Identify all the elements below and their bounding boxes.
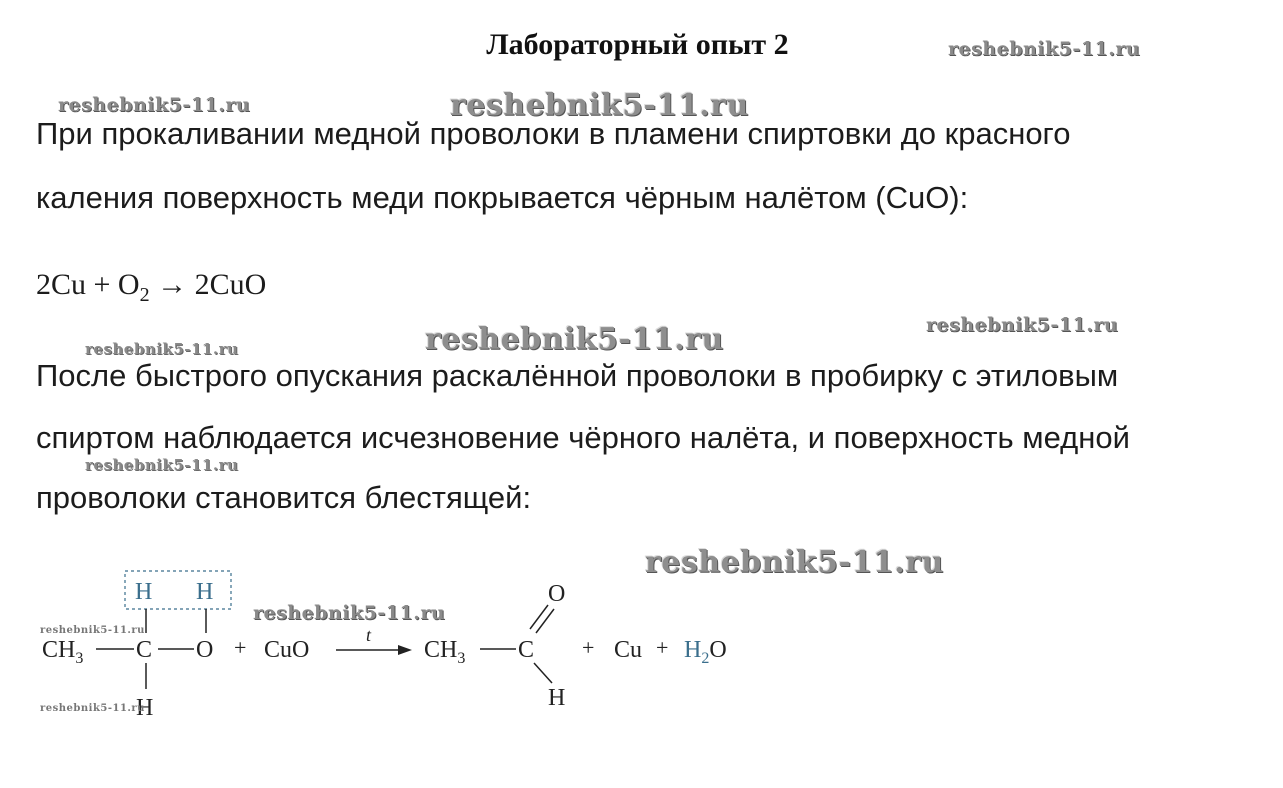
equation-subscript: 2: [139, 284, 150, 306]
h-bottom-left: H: [136, 695, 154, 721]
watermark: reshebnik5-11.ru: [85, 340, 239, 358]
watermark: reshebnik5-11.ru: [85, 456, 239, 474]
ch3-right: $CH_3$: [424, 637, 466, 667]
plus-3: +: [656, 635, 669, 660]
cu-product: Cu: [614, 637, 643, 663]
title-text: Лабораторный опыт 2: [486, 28, 789, 61]
watermark: reshebnik5-11.ru: [425, 322, 724, 357]
watermark: reshebnik5-11.ru: [253, 602, 446, 624]
reaction-arrow-head: [398, 645, 412, 655]
paragraph2-line3: проволоки становится блестящей:: [36, 480, 532, 515]
o-left: O: [196, 637, 214, 663]
watermark: reshebnik5-11.ru: [926, 314, 1119, 336]
paragraph1-line1: При прокаливании медной проволоки в пламени спиртовки до красного: [36, 116, 1071, 151]
watermark: reshebnik5-11.ru: [58, 94, 251, 116]
bond-c-h-right: [534, 663, 552, 683]
h2o-product: $H_2O$: [684, 637, 727, 667]
watermark: reshebnik5-11.ru: [40, 703, 145, 714]
reaction-scheme: [30, 565, 790, 725]
c-right: C: [518, 637, 535, 663]
h-top-left: H: [135, 579, 153, 605]
double-bond-1: [530, 605, 548, 629]
paragraph1-line2: каления поверхность меди покрывается чёрным налётом (CuO):: [36, 180, 969, 215]
watermark: reshebnik5-11.ru: [450, 88, 749, 123]
c-left: C: [136, 637, 153, 663]
watermark: reshebnik5-11.ru: [645, 545, 944, 580]
paragraph2-line2: спиртом наблюдается исчезновение чёрного налёта, и поверхность медной: [36, 420, 1130, 455]
double-bond-2: [536, 609, 554, 633]
h-top-right: H: [196, 579, 214, 605]
equation-left: 2Cu + O: [36, 268, 140, 301]
o-top: O: [548, 581, 566, 607]
paragraph2-line1: После быстрого опускания раскалённой проволоки в пробирку с этиловым: [36, 358, 1119, 393]
arrow-condition: t: [366, 625, 372, 645]
plus-2: +: [582, 635, 595, 660]
ch3-left: $CH_3$: [42, 637, 84, 667]
equation-copper-oxidation: [36, 268, 266, 307]
watermark: reshebnik5-11.ru: [948, 38, 1141, 60]
cuo-reagent: CuO: [264, 637, 310, 663]
h-bottom-right: H: [548, 685, 566, 711]
watermark: reshebnik5-11.ru: [40, 625, 145, 636]
equation-right: → 2CuO: [149, 268, 267, 301]
plus-1: +: [234, 635, 247, 660]
